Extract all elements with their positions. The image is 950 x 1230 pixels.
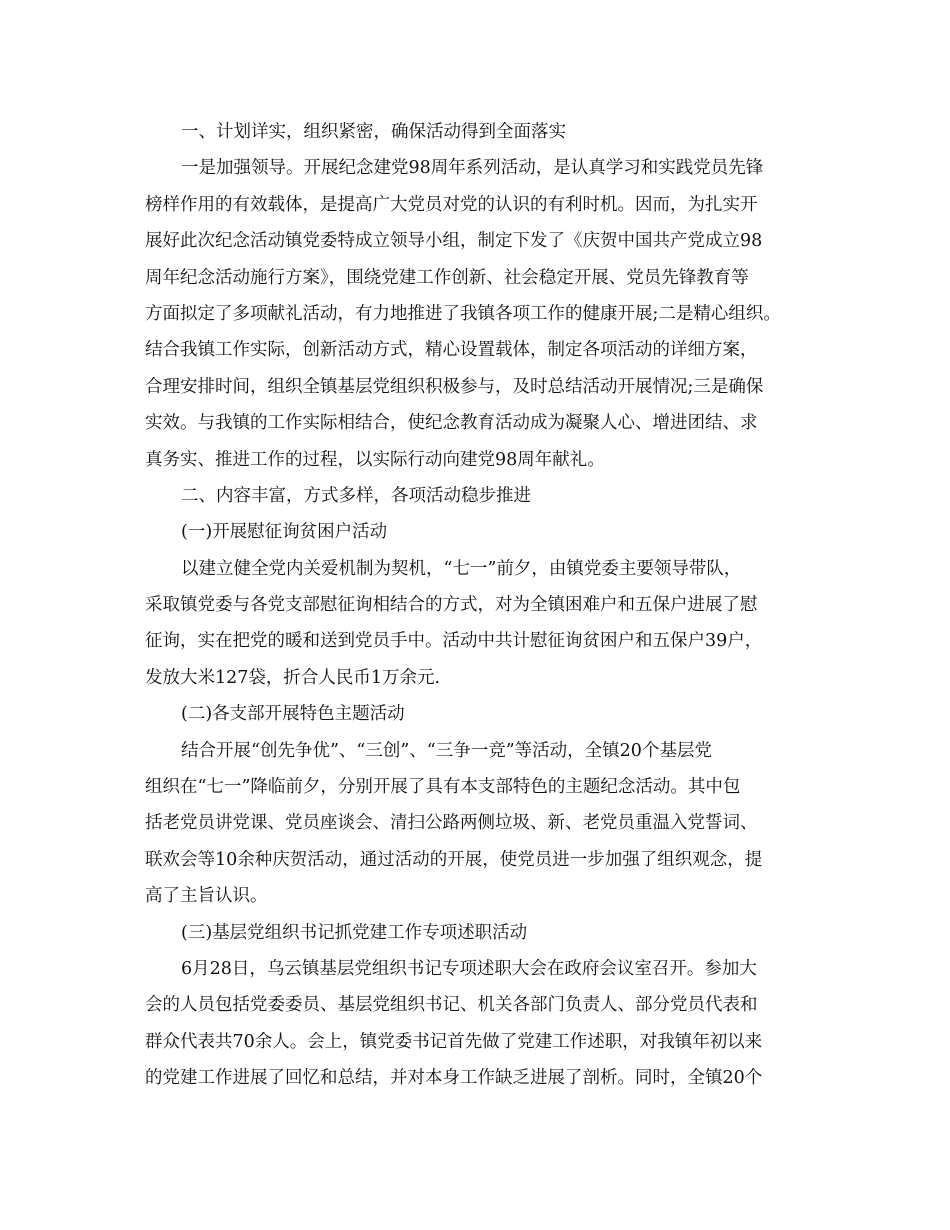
text-line: 发放大米127袋，折合人民币1万余元. [145,667,441,688]
text-line: 的党建工作进展了回忆和总结，并对本身工作缺乏进展了剖析。同时，全镇20个 [145,1068,763,1089]
text-line: 会的人员包括党委委员、基层党组织书记、机关各部门负责人、部分党员代表和 [145,995,758,1016]
text-line: 一、计划详实，组织紧密，确保活动得到全面落实 [181,122,566,142]
text-line: 括老党员讲党课、党员座谈会、清扫公路两侧垃圾、新、老党员重温入党誓词、 [145,813,758,834]
text-line: 以建立健全党内关爱机制为契机，“七一”前夕，由镇党委主要领导带队， [181,558,742,579]
text-line: 联欢会等10余种庆贺活动，通过活动的开展，使党员进一步加强了组织观念，提 [145,849,763,870]
text-line: 采取镇党委与各党支部慰征询相结合的方式，对为全镇困难户和五保户进展了慰 [145,595,758,616]
text-line: 高了主旨认识。 [145,886,268,907]
text-line: 周年纪念活动施行方案》，围绕党建工作创新、社会稳定开展、党员先锋教育等 [145,267,749,288]
text-line: 一是加强领导。开展纪念建党98周年系列活动，是认真学习和实践党员先锋 [181,158,764,179]
text-line: (二)各支部开展特色主题活动 [181,704,405,725]
text-line: 组织在“七一”降临前夕，分别开展了具有本支部特色的主题纪念活动。其中包 [145,777,741,798]
text-line: (三)基层党组织书记抓党建工作专项述职活动 [181,922,528,943]
text-line: (一)开展慰征询贫困户活动 [181,522,388,543]
text-line: 真务实、推进工作的过程，以实际行动向建党98周年献礼。 [145,449,605,470]
text-line: 结合开展“创先争优”、“三创”、“三争一竞”等活动，全镇20个基层党 [181,740,712,761]
text-line: 征询，实在把党的暖和送到党员手中。活动中共计慰征询贫困户和五保户39户， [145,631,763,652]
text-line: 展好此次纪念活动镇党委特成立领导小组，制定下发了《庆贺中国共产党成立98 [145,231,763,252]
text-line: 结合我镇工作实际，创新活动方式，精心设置载体，制定各项活动的详细方案， [145,340,758,361]
text-line: 群众代表共70余人。会上，镇党委书记首先做了党建工作述职，对我镇年初以来 [145,1031,763,1052]
text-line: 合理安排时间，组织全镇基层党组织积极参与，及时总结活动开展情况;三是确保 [145,376,764,397]
text-line: 二、内容丰富，方式多样，各项活动稳步推进 [181,485,531,506]
text-line: 方面拟定了多项献礼活动，有力地推进了我镇各项工作的健康开展;二是精心组织。 [145,303,781,324]
document-body [145,114,825,1097]
text-line: 6月28日，乌云镇基层党组织书记专项述职大会在政府会议室召开。参加大 [181,958,757,979]
text-line: 榜样作用的有效载体，是提高广大党员对党的认识的有利时机。因而，为扎实开 [145,194,758,215]
text-line: 实效。与我镇的工作实际相结合，使纪念教育活动成为凝聚人心、增进团结、求 [145,413,758,434]
